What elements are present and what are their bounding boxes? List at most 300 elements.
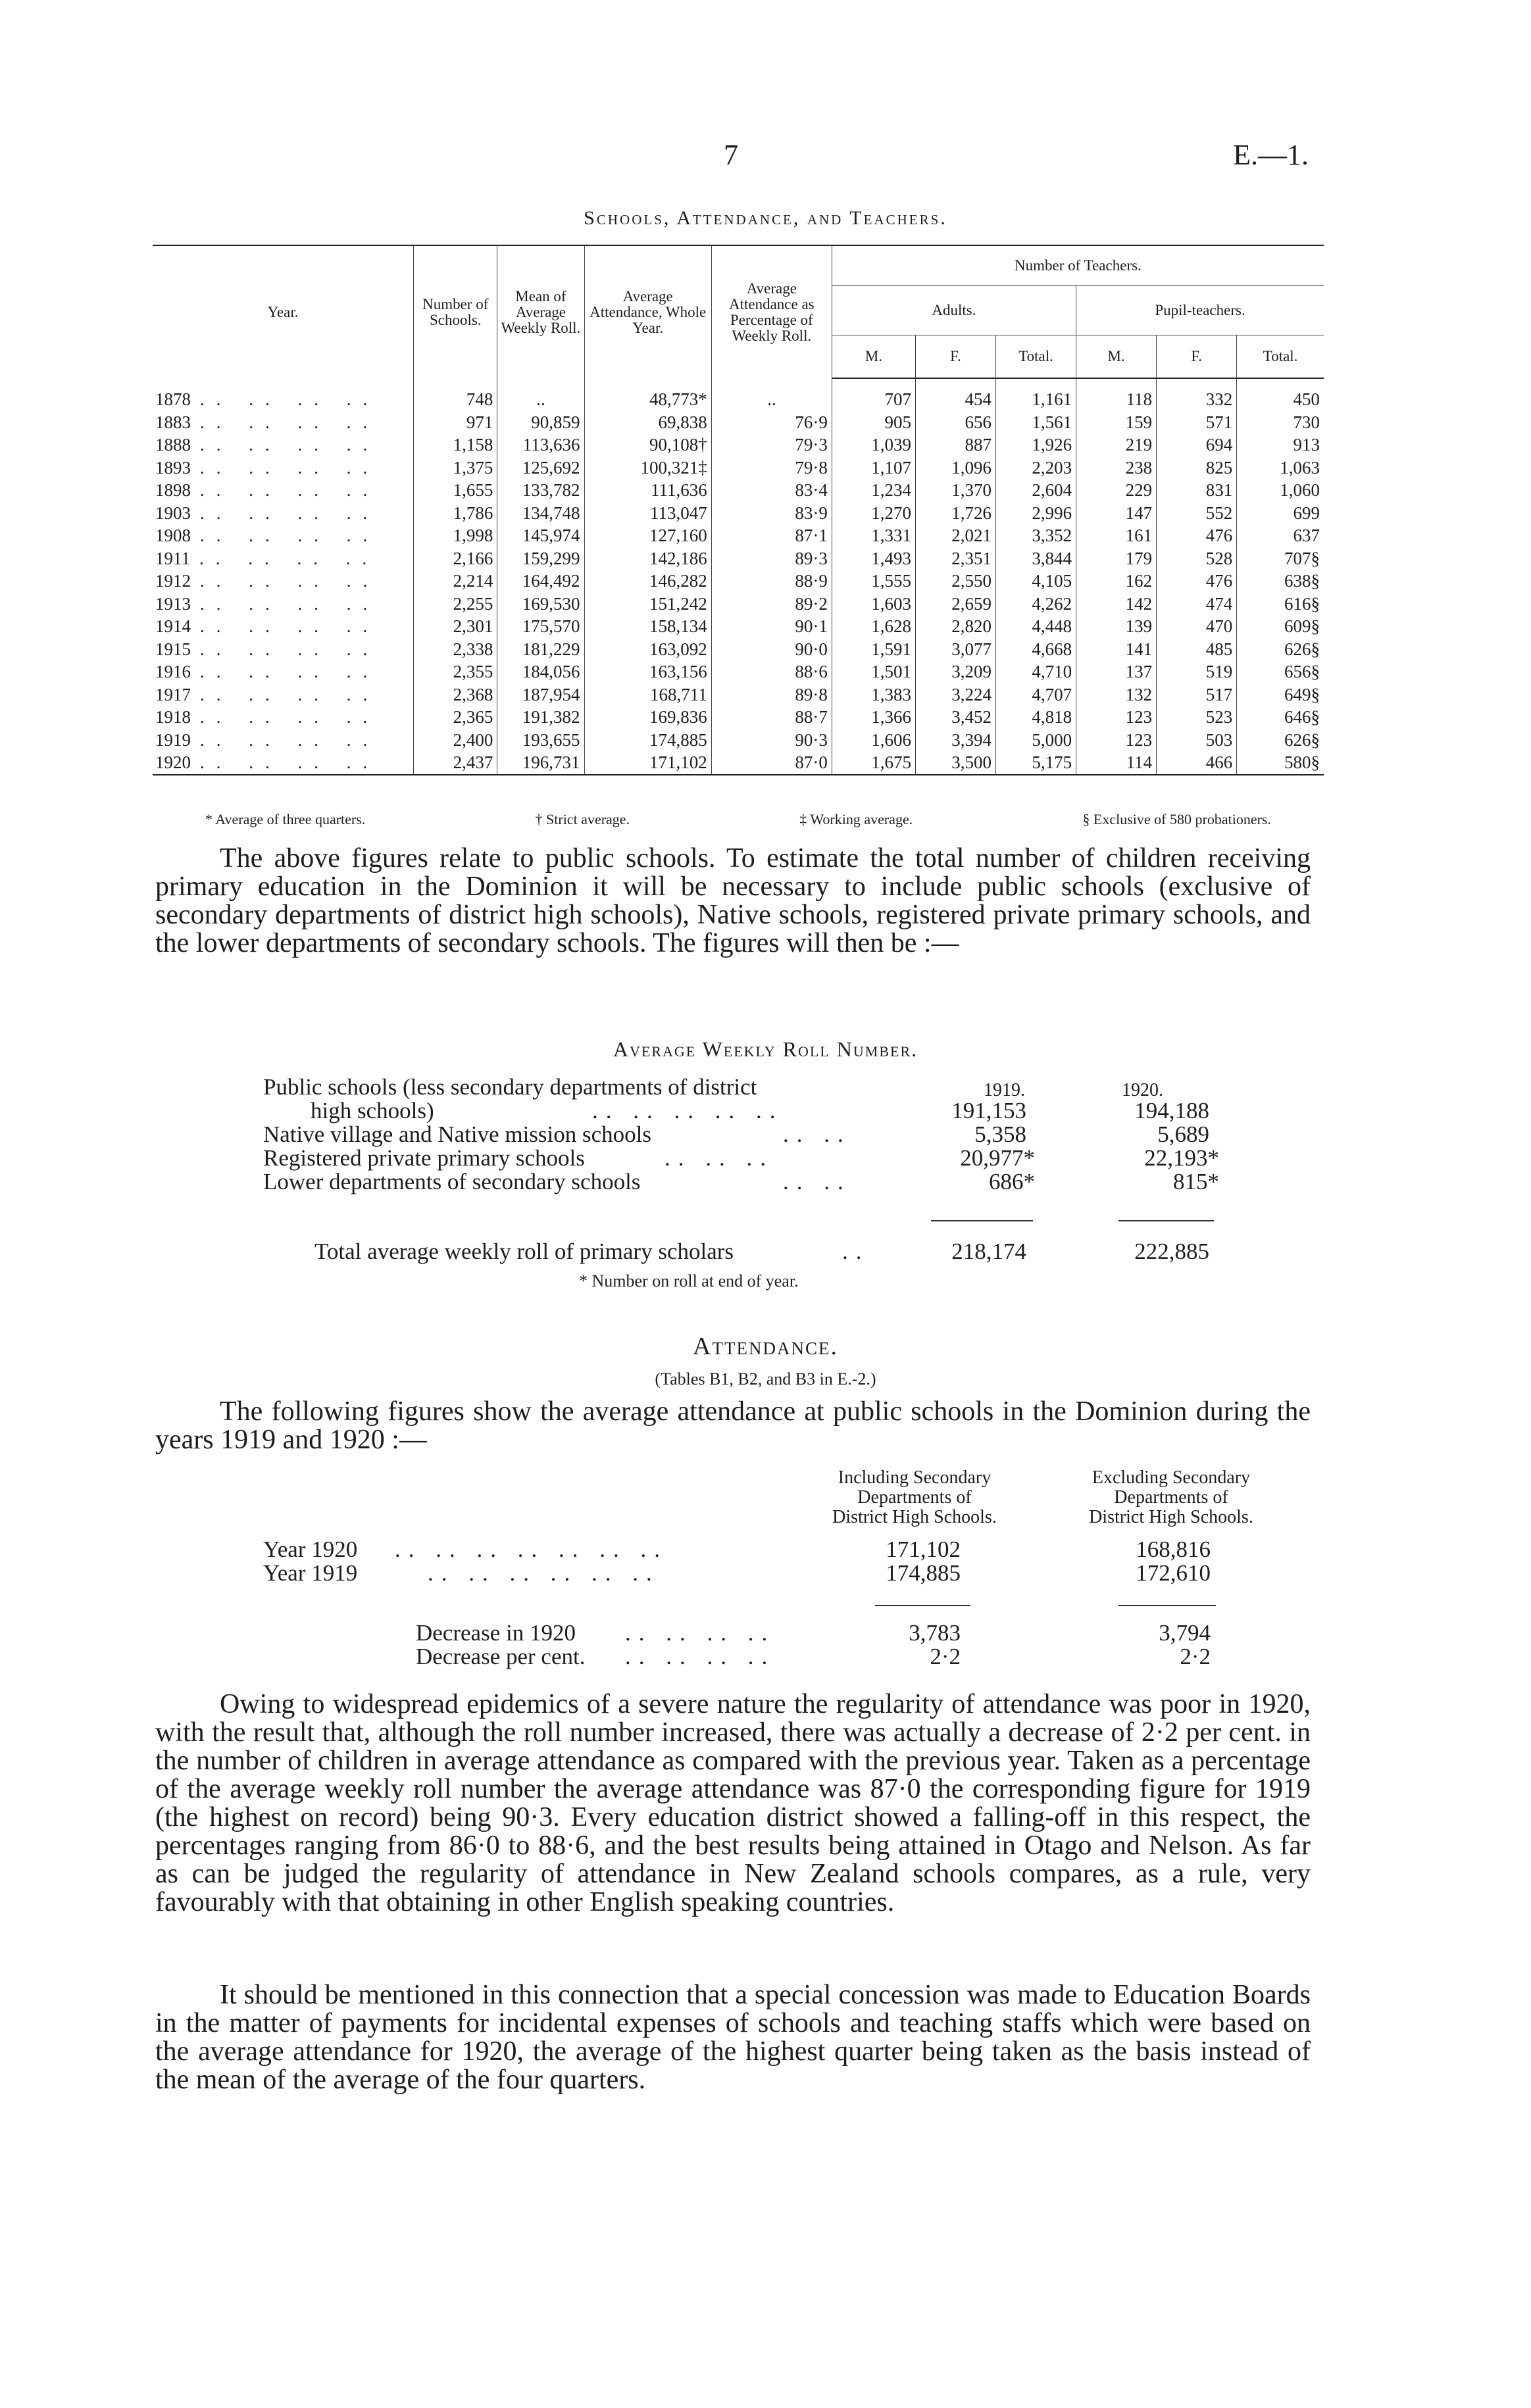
cell-avg-attendance: 169,836 xyxy=(584,706,711,729)
leader-dots: .. .. .. .. xyxy=(200,593,380,614)
cell-pupil-f: 519 xyxy=(1157,660,1237,683)
attendance-title: Attendance. xyxy=(693,1333,838,1360)
cell-percentage: 79·3 xyxy=(711,433,832,456)
cell-pupil-f: 485 xyxy=(1157,638,1237,661)
leader-dots: .. .. .. .. xyxy=(200,752,380,773)
cell-pupil-m: 147 xyxy=(1076,502,1157,525)
leader-dots: .. .. .. .. .. .. xyxy=(428,1560,660,1586)
roll-native-1919: 5,358 xyxy=(974,1121,1026,1147)
cell-schools: 2,301 xyxy=(414,615,497,638)
cell-schools: 2,166 xyxy=(414,547,497,570)
cell-pupil-total: 913 xyxy=(1237,433,1324,456)
leader-dots: .. .. .. xyxy=(665,1145,774,1171)
roll-row-private: Registered private primary schools xyxy=(263,1145,585,1171)
cell-schools: 2,437 xyxy=(414,751,497,775)
cell-adults-total: 3,844 xyxy=(996,547,1076,570)
cell-avg-attendance: 142,186 xyxy=(584,547,711,570)
cell-adults-f: 2,021 xyxy=(916,524,996,547)
roll-public-1919: 191,153 xyxy=(951,1098,1026,1123)
cell-schools: 971 xyxy=(414,411,497,434)
cell-pupil-total: 699 xyxy=(1237,502,1324,525)
year-1920-including: 171,102 xyxy=(886,1536,961,1562)
header-pupil-f: F. xyxy=(1157,335,1237,379)
cell-year xyxy=(153,729,414,752)
schools-attendance-teachers-table xyxy=(153,245,1324,775)
cell-year xyxy=(153,411,414,434)
year-value: 1918 xyxy=(155,707,191,727)
cell-percentage: 87·0 xyxy=(711,751,832,775)
cell-pupil-total: 707§ xyxy=(1237,547,1324,570)
cell-pupil-m: 114 xyxy=(1076,751,1157,775)
cell-pupil-m: 161 xyxy=(1076,524,1157,547)
cell-adults-m: 1,039 xyxy=(832,433,915,456)
cell-percentage: 79·8 xyxy=(711,456,832,479)
cell-mean-roll: 159,299 xyxy=(497,547,584,570)
cell-pupil-f: 831 xyxy=(1157,479,1237,502)
leader-dots: .. .. .. .. .. xyxy=(592,1098,784,1123)
roll-col-1919: 1919. xyxy=(984,1080,1025,1100)
cell-year xyxy=(153,615,414,638)
leader-dots: .. .. .. .. xyxy=(200,707,380,727)
cell-pupil-total: 609§ xyxy=(1237,615,1324,638)
cell-adults-m: 1,555 xyxy=(832,570,915,593)
cell-adults-m: 1,501 xyxy=(832,660,915,683)
year-value: 1912 xyxy=(155,571,191,591)
cell-mean-roll: 193,655 xyxy=(497,729,584,752)
roll-total-label: Total average weekly roll of primary scholars xyxy=(314,1239,734,1264)
cell-year xyxy=(153,547,414,570)
cell-year xyxy=(153,751,414,775)
cell-adults-m: 1,603 xyxy=(832,593,915,616)
cell-adults-m: 1,107 xyxy=(832,456,915,479)
table-row xyxy=(153,570,1324,593)
cell-pupil-f: 474 xyxy=(1157,593,1237,616)
year-value: 1913 xyxy=(155,593,191,614)
cell-year xyxy=(153,479,414,502)
cell-adults-total: 3,352 xyxy=(996,524,1076,547)
leader-dots: .. .. .. .. xyxy=(200,457,380,478)
cell-adults-total: 5,175 xyxy=(996,751,1076,775)
cell-schools: 2,400 xyxy=(414,729,497,752)
cell-adults-f: 1,726 xyxy=(916,502,996,525)
cell-pupil-m: 162 xyxy=(1076,570,1157,593)
cell-adults-f: 656 xyxy=(916,411,996,434)
cell-schools: 2,214 xyxy=(414,570,497,593)
cell-adults-f: 3,224 xyxy=(916,683,996,706)
cell-pupil-total: 646§ xyxy=(1237,706,1324,729)
cell-mean-roll: .. xyxy=(497,378,584,411)
col-excluding-line1: Excluding Secondary xyxy=(1092,1467,1251,1488)
cell-pupil-total: 638§ xyxy=(1237,570,1324,593)
cell-schools: 2,365 xyxy=(414,706,497,729)
cell-pupil-f: 470 xyxy=(1157,615,1237,638)
roll-row-lower-secondary: Lower departments of secondary schools xyxy=(263,1169,641,1194)
year-value: 1893 xyxy=(155,457,191,478)
cell-pupil-total: 649§ xyxy=(1237,683,1324,706)
leader-dots: .. .. .. .. xyxy=(625,1644,776,1669)
cell-adults-f: 2,550 xyxy=(916,570,996,593)
year-1919-including: 174,885 xyxy=(886,1560,961,1586)
cell-avg-attendance: 100,321‡ xyxy=(584,456,711,479)
cell-percentage: .. xyxy=(711,378,832,411)
year-value: 1916 xyxy=(155,662,191,682)
cell-adults-f: 1,096 xyxy=(916,456,996,479)
leader-dots: .. .. .. .. xyxy=(200,480,380,501)
cell-pupil-m: 179 xyxy=(1076,547,1157,570)
leader-dots: .. .. .. .. xyxy=(200,571,380,591)
table-row xyxy=(153,683,1324,706)
cell-avg-attendance: 168,711 xyxy=(584,683,711,706)
leader-dots: .. .. .. .. xyxy=(199,548,379,568)
year-value: 1908 xyxy=(155,526,191,546)
header-mean-roll: Mean of Average Weekly Roll. xyxy=(497,245,584,378)
roll-col-1920: 1920. xyxy=(1122,1080,1163,1100)
cell-adults-total: 1,561 xyxy=(996,411,1076,434)
year-value: 1911 xyxy=(155,548,190,568)
header-year: Year. xyxy=(153,245,414,378)
cell-pupil-total: 1,063 xyxy=(1237,456,1324,479)
cell-percentage: 89·2 xyxy=(711,593,832,616)
cell-adults-total: 5,000 xyxy=(996,729,1076,752)
cell-adults-f: 3,209 xyxy=(916,660,996,683)
cell-schools: 1,998 xyxy=(414,524,497,547)
cell-adults-m: 905 xyxy=(832,411,915,434)
cell-adults-m: 707 xyxy=(832,378,915,411)
cell-percentage: 83·9 xyxy=(711,502,832,525)
cell-adults-f: 1,370 xyxy=(916,479,996,502)
year-value: 1888 xyxy=(155,435,191,455)
roll-row-public-line1: Public schools (less secondary departments of district xyxy=(263,1074,757,1100)
cell-pupil-total: 450 xyxy=(1237,378,1324,411)
decrease-including: 3,783 xyxy=(909,1620,961,1646)
cell-year xyxy=(153,706,414,729)
cell-year xyxy=(153,433,414,456)
cell-pupil-m: 229 xyxy=(1076,479,1157,502)
table-row xyxy=(153,456,1324,479)
roll-private-1919: 20,977* xyxy=(960,1145,1035,1171)
cell-pupil-m: 132 xyxy=(1076,683,1157,706)
leader-dots: .. .. .. .. xyxy=(200,662,380,682)
decrease-percent-including: 2·2 xyxy=(930,1644,961,1669)
page-number: 7 xyxy=(724,139,738,171)
header-schools: Number of Schools. xyxy=(414,245,497,378)
cell-percentage: 88·7 xyxy=(711,706,832,729)
cell-adults-m: 1,628 xyxy=(832,615,915,638)
year-value: 1914 xyxy=(155,616,191,637)
roll-row-public-line2: high schools) xyxy=(311,1098,434,1123)
cell-pupil-total: 730 xyxy=(1237,411,1324,434)
leader-dots: .. .. .. .. xyxy=(200,639,380,659)
cell-pupil-f: 503 xyxy=(1157,729,1237,752)
cell-avg-attendance: 163,156 xyxy=(584,660,711,683)
cell-pupil-total: 626§ xyxy=(1237,638,1324,661)
roll-row-native: Native village and Native mission schools xyxy=(263,1121,652,1147)
cell-pupil-m: 139 xyxy=(1076,615,1157,638)
cell-adults-m: 1,675 xyxy=(832,751,915,775)
cell-mean-roll: 175,570 xyxy=(497,615,584,638)
cell-year xyxy=(153,502,414,525)
header-pupil-total: Total. xyxy=(1237,335,1324,379)
cell-avg-attendance: 69,838 xyxy=(584,411,711,434)
year-1920-excluding: 168,816 xyxy=(1136,1536,1211,1562)
cell-pupil-total: 626§ xyxy=(1237,729,1324,752)
cell-adults-total: 4,448 xyxy=(996,615,1076,638)
paragraph-special-concession: It should be mentioned in this connection that a special concession was made to Education Boards in the matter of payments for incidental expenses of schools and teaching staffs which were based on the average attendance for 1920, the average of the highest quarter being taken as the basis instead of the mean of the average of the four quarters. xyxy=(155,1980,1311,2095)
table-row xyxy=(153,378,1324,411)
cell-avg-attendance: 90,108† xyxy=(584,433,711,456)
col-excluding-line3: District High Schools. xyxy=(1089,1507,1253,1527)
cell-adults-m: 1,493 xyxy=(832,547,915,570)
col-excluding-line2: Departments of xyxy=(1114,1487,1228,1508)
cell-pupil-total: 656§ xyxy=(1237,660,1324,683)
paragraph-public-schools: The above figures relate to public schools. To estimate the total number of children receiving primary education in the Dominion it will be necessary to include public schools (exclusive of secondary departments of district high schools), Native schools, registered private primary schools, and the lower departments of secondary schools. The figures will then be :— xyxy=(155,843,1311,958)
cell-percentage: 90·0 xyxy=(711,638,832,661)
year-value: 1878 xyxy=(155,389,191,409)
table-row xyxy=(153,524,1324,547)
year-1920-label: Year 1920 xyxy=(263,1536,358,1562)
table-row xyxy=(153,479,1324,502)
cell-pupil-m: 219 xyxy=(1076,433,1157,456)
section-title: Schools, Attendance, and Teachers. xyxy=(584,207,947,229)
cell-adults-m: 1,366 xyxy=(832,706,915,729)
cell-avg-attendance: 174,885 xyxy=(584,729,711,752)
cell-year xyxy=(153,570,414,593)
cell-percentage: 90·3 xyxy=(711,729,832,752)
cell-schools: 1,375 xyxy=(414,456,497,479)
cell-avg-attendance: 48,773* xyxy=(584,378,711,411)
table-row xyxy=(153,729,1324,752)
header-adults-total: Total. xyxy=(996,335,1076,379)
header-teachers: Number of Teachers. xyxy=(832,245,1324,286)
cell-adults-total: 2,203 xyxy=(996,456,1076,479)
header-adults-m: M. xyxy=(832,335,915,379)
table-row xyxy=(153,547,1324,570)
cell-adults-f: 2,659 xyxy=(916,593,996,616)
cell-adults-total: 2,604 xyxy=(996,479,1076,502)
table-row xyxy=(153,615,1324,638)
cell-percentage: 83·4 xyxy=(711,479,832,502)
cell-adults-total: 4,707 xyxy=(996,683,1076,706)
cell-avg-attendance: 158,134 xyxy=(584,615,711,638)
cell-pupil-f: 571 xyxy=(1157,411,1237,434)
header-pupil-teachers: Pupil-teachers. xyxy=(1076,286,1324,335)
header-pupil-m: M. xyxy=(1076,335,1157,379)
col-including-line2: Departments of xyxy=(857,1487,972,1508)
roll-sum-rule-1920 xyxy=(1118,1220,1214,1221)
attendance-intro: The following figures show the average attendance at public schools in the Dominion during the years 1919 and 1920 :— xyxy=(155,1396,1311,1455)
cell-pupil-f: 332 xyxy=(1157,378,1237,411)
cell-mean-roll: 181,229 xyxy=(497,638,584,661)
cell-pupil-m: 159 xyxy=(1076,411,1157,434)
cell-year xyxy=(153,593,414,616)
table-body xyxy=(153,378,1324,775)
year-value: 1898 xyxy=(155,480,191,501)
year-value: 1903 xyxy=(155,503,191,523)
cell-pupil-total: 1,060 xyxy=(1237,479,1324,502)
col-including-line1: Including Secondary xyxy=(838,1467,991,1488)
cell-pupil-m: 123 xyxy=(1076,729,1157,752)
year-1919-excluding: 172,610 xyxy=(1136,1560,1211,1586)
cell-mean-roll: 196,731 xyxy=(497,751,584,775)
col-including-line3: District High Schools. xyxy=(832,1507,997,1527)
cell-pupil-m: 118 xyxy=(1076,378,1157,411)
footnote-working-average: ‡ Working average. xyxy=(799,811,913,827)
cell-pupil-f: 523 xyxy=(1157,706,1237,729)
header-adults-f: F. xyxy=(916,335,996,379)
cell-adults-f: 3,452 xyxy=(916,706,996,729)
cell-adults-f: 454 xyxy=(916,378,996,411)
table-row xyxy=(153,706,1324,729)
cell-schools: 2,368 xyxy=(414,683,497,706)
cell-pupil-f: 694 xyxy=(1157,433,1237,456)
header-avg-attendance: Average Attendance, Whole Year. xyxy=(584,245,711,378)
cell-adults-f: 3,500 xyxy=(916,751,996,775)
cell-pupil-f: 476 xyxy=(1157,524,1237,547)
cell-schools: 1,786 xyxy=(414,502,497,525)
cell-mean-roll: 134,748 xyxy=(497,502,584,525)
year-value: 1919 xyxy=(155,729,191,750)
leader-dots: .. .. .. .. xyxy=(200,503,380,523)
cell-schools: 1,655 xyxy=(414,479,497,502)
leader-dots: .. .. .. .. xyxy=(200,729,380,750)
table-row xyxy=(153,502,1324,525)
leader-dots: .. .. .. .. xyxy=(200,616,380,637)
roll-lower-1919: 686* xyxy=(989,1169,1035,1194)
cell-adults-total: 4,668 xyxy=(996,638,1076,661)
col-including-secondary xyxy=(790,1468,1040,1527)
cell-adults-total: 4,710 xyxy=(996,660,1076,683)
cell-pupil-f: 825 xyxy=(1157,456,1237,479)
table-row xyxy=(153,593,1324,616)
cell-avg-attendance: 113,047 xyxy=(584,502,711,525)
table-row xyxy=(153,433,1324,456)
document-code: E.—1. xyxy=(1233,139,1309,171)
cell-adults-f: 3,077 xyxy=(916,638,996,661)
header-percentage: Average Attendance as Percentage of Weekly Roll. xyxy=(711,245,832,378)
roll-footnote: * Number on roll at end of year. xyxy=(579,1271,799,1290)
leader-dots: .. .. .. .. xyxy=(200,412,380,432)
cell-pupil-f: 528 xyxy=(1157,547,1237,570)
cell-pupil-m: 123 xyxy=(1076,706,1157,729)
cell-schools: 748 xyxy=(414,378,497,411)
cell-pupil-f: 476 xyxy=(1157,570,1237,593)
cell-pupil-total: 637 xyxy=(1237,524,1324,547)
cell-mean-roll: 113,636 xyxy=(497,433,584,456)
year-value: 1883 xyxy=(155,412,191,432)
cell-adults-m: 1,591 xyxy=(832,638,915,661)
table-row xyxy=(153,411,1324,434)
leader-dots: .. .. .. .. xyxy=(200,435,380,455)
leader-dots: .. .. xyxy=(783,1169,851,1194)
roll-private-1920: 22,193* xyxy=(1144,1145,1219,1171)
cell-adults-f: 2,351 xyxy=(916,547,996,570)
table-row xyxy=(153,660,1324,683)
table-footnotes xyxy=(153,811,1324,828)
cell-avg-attendance: 163,092 xyxy=(584,638,711,661)
cell-pupil-total: 580§ xyxy=(1237,751,1324,775)
cell-schools: 2,338 xyxy=(414,638,497,661)
cell-year xyxy=(153,456,414,479)
table-row xyxy=(153,638,1324,661)
cell-mean-roll: 164,492 xyxy=(497,570,584,593)
cell-adults-total: 4,105 xyxy=(996,570,1076,593)
cell-pupil-total: 616§ xyxy=(1237,593,1324,616)
cell-adults-m: 1,383 xyxy=(832,683,915,706)
cell-percentage: 88·9 xyxy=(711,570,832,593)
cell-adults-m: 1,270 xyxy=(832,502,915,525)
cell-avg-attendance: 111,636 xyxy=(584,479,711,502)
leader-dots: .. .. .. .. .. .. .. xyxy=(395,1536,668,1562)
header-adults: Adults. xyxy=(832,286,1076,335)
leader-dots: .. .. .. .. xyxy=(625,1620,776,1646)
cell-avg-attendance: 146,282 xyxy=(584,570,711,593)
leader-dots: .. .. .. .. xyxy=(200,684,380,704)
cell-percentage: 90·1 xyxy=(711,615,832,638)
cell-adults-m: 1,234 xyxy=(832,479,915,502)
cell-mean-roll: 187,954 xyxy=(497,683,584,706)
cell-year xyxy=(153,378,414,411)
cell-percentage: 88·6 xyxy=(711,660,832,683)
cell-percentage: 89·8 xyxy=(711,683,832,706)
attendance-rule-including xyxy=(875,1605,970,1606)
leader-dots: .. .. .. .. xyxy=(200,389,380,409)
cell-mean-roll: 125,692 xyxy=(497,456,584,479)
cell-pupil-f: 517 xyxy=(1157,683,1237,706)
leader-dots: .. .. .. .. xyxy=(200,526,380,546)
footnote-probationers: § Exclusive of 580 probationers. xyxy=(1082,811,1271,827)
cell-adults-m: 1,606 xyxy=(832,729,915,752)
cell-mean-roll: 169,530 xyxy=(497,593,584,616)
leader-dots: .. xyxy=(842,1239,870,1264)
cell-percentage: 87·1 xyxy=(711,524,832,547)
cell-adults-total: 1,161 xyxy=(996,378,1076,411)
roll-native-1920: 5,689 xyxy=(1157,1121,1209,1147)
cell-schools: 2,355 xyxy=(414,660,497,683)
cell-adults-f: 887 xyxy=(916,433,996,456)
cell-pupil-f: 552 xyxy=(1157,502,1237,525)
year-value: 1920 xyxy=(155,752,191,773)
cell-pupil-m: 238 xyxy=(1076,456,1157,479)
cell-mean-roll: 191,382 xyxy=(497,706,584,729)
year-value: 1915 xyxy=(155,639,191,659)
roll-sum-rule-1919 xyxy=(931,1220,1033,1221)
cell-year xyxy=(153,683,414,706)
decrease-excluding: 3,794 xyxy=(1159,1620,1211,1646)
cell-pupil-m: 141 xyxy=(1076,638,1157,661)
table-row xyxy=(153,751,1324,775)
cell-mean-roll: 133,782 xyxy=(497,479,584,502)
roll-public-1920: 194,188 xyxy=(1134,1098,1209,1123)
cell-schools: 2,255 xyxy=(414,593,497,616)
cell-avg-attendance: 151,242 xyxy=(584,593,711,616)
cell-pupil-f: 466 xyxy=(1157,751,1237,775)
attendance-rule-excluding xyxy=(1118,1605,1216,1606)
cell-adults-f: 2,820 xyxy=(916,615,996,638)
cell-pupil-m: 137 xyxy=(1076,660,1157,683)
decrease-label: Decrease in 1920 xyxy=(416,1620,576,1646)
roll-total-1919: 218,174 xyxy=(951,1239,1026,1264)
col-excluding-secondary xyxy=(1040,1468,1303,1527)
year-value: 1917 xyxy=(155,684,191,704)
cell-adults-total: 1,926 xyxy=(996,433,1076,456)
decrease-percent-label: Decrease per cent. xyxy=(416,1644,586,1669)
footnote-three-quarters: * Average of three quarters. xyxy=(205,811,366,827)
cell-mean-roll: 90,859 xyxy=(497,411,584,434)
cell-year xyxy=(153,638,414,661)
cell-adults-f: 3,394 xyxy=(916,729,996,752)
cell-avg-attendance: 127,160 xyxy=(584,524,711,547)
cell-adults-m: 1,331 xyxy=(832,524,915,547)
